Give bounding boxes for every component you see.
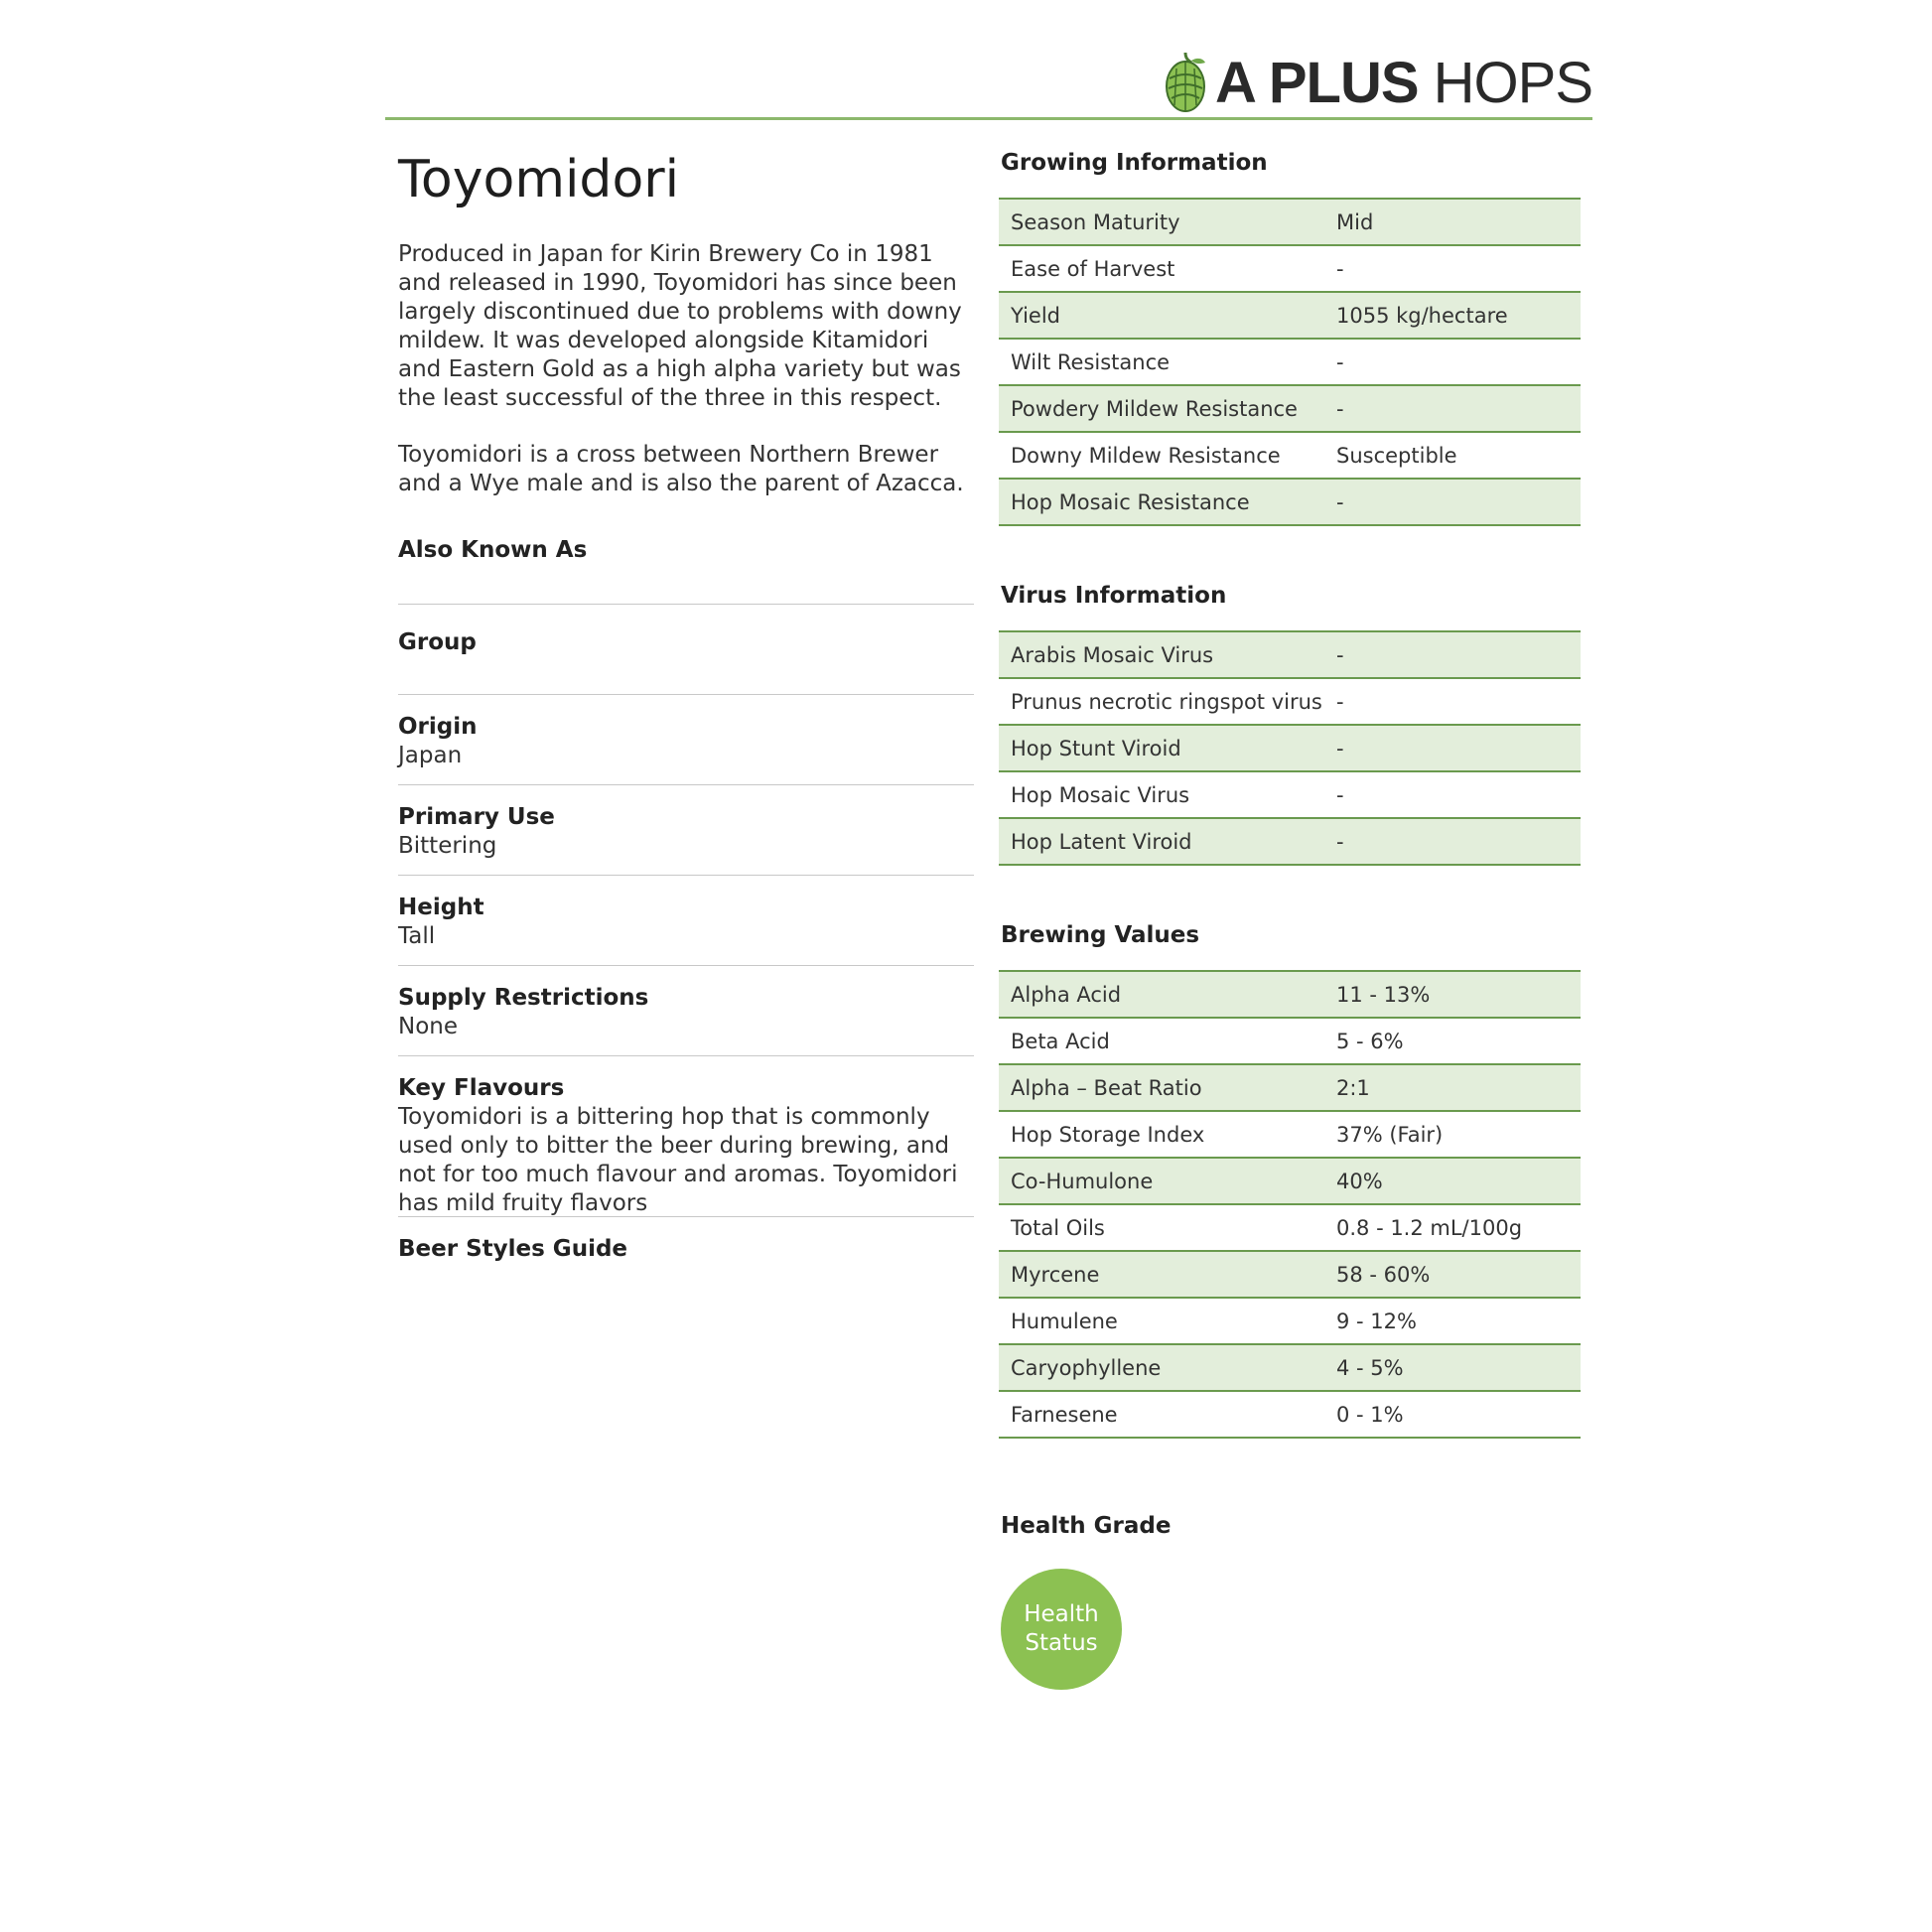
field-label: Group (398, 629, 477, 656)
row-value: 5 - 6% (1324, 1018, 1581, 1064)
field-label: Key Flavours (398, 1075, 565, 1102)
row-value: Mid (1324, 199, 1581, 245)
brand-name (1215, 50, 1592, 116)
row-label: Alpha – Beat Ratio (999, 1064, 1324, 1111)
description-paragraph: Toyomidori is a cross between Northern Brewer and a Wye male and is also the parent of Azacca. (398, 442, 964, 497)
field-height (398, 894, 974, 966)
row-value: - (1324, 479, 1581, 525)
table-row (999, 631, 1581, 678)
health-status-line: Health (1024, 1601, 1099, 1627)
field-label: Height (398, 895, 484, 921)
field-value: Japan (398, 743, 463, 769)
row-value: Susceptible (1324, 432, 1581, 479)
health-status-line: Status (1025, 1630, 1098, 1656)
table-row (999, 292, 1581, 339)
header-rule (385, 117, 1592, 120)
table-row (999, 1391, 1581, 1438)
row-label: Hop Mosaic Resistance (999, 479, 1324, 525)
row-value: - (1324, 725, 1581, 771)
row-value: 37% (Fair) (1324, 1111, 1581, 1158)
row-label: Prunus necrotic ringspot virus (999, 678, 1324, 725)
row-label: Caryophyllene (999, 1344, 1324, 1391)
row-value: 9 - 12% (1324, 1298, 1581, 1344)
page-title: Toyomidori (398, 150, 680, 209)
row-label: Alpha Acid (999, 971, 1324, 1018)
field-label: Beer Styles Guide (398, 1236, 628, 1263)
row-label: Total Oils (999, 1204, 1324, 1251)
row-label: Hop Latent Viroid (999, 818, 1324, 865)
virus-info-title: Virus Information (1001, 583, 1227, 609)
hop-description (398, 240, 974, 498)
row-value: - (1324, 631, 1581, 678)
row-label: Farnesene (999, 1391, 1324, 1438)
growing-info-title: Growing Information (1001, 150, 1268, 176)
field-label: Supply Restrictions (398, 985, 649, 1012)
table-row (999, 432, 1581, 479)
row-value: 0.8 - 1.2 mL/100g (1324, 1204, 1581, 1251)
field-label: Primary Use (398, 804, 555, 831)
health-grade-title: Health Grade (1001, 1513, 1172, 1539)
virus-info-table (999, 630, 1581, 866)
table-row (999, 725, 1581, 771)
growing-info-table (999, 198, 1581, 526)
row-label: Arabis Mosaic Virus (999, 631, 1324, 678)
table-row (999, 1298, 1581, 1344)
row-label: Co-Humulone (999, 1158, 1324, 1204)
row-value: 4 - 5% (1324, 1344, 1581, 1391)
brewing-values-table (999, 970, 1581, 1439)
table-row (999, 339, 1581, 385)
field-value: Tall (398, 923, 436, 950)
row-value: - (1324, 678, 1581, 725)
description-paragraph: Produced in Japan for Kirin Brewery Co in 1981 and released in 1990, Toyomidori has since been largely discontinued due to problems with downy mildew. It was developed alongside Kitamidori and Eastern Gold as a high alpha variety but was the least successful of the three in this respect. (398, 241, 962, 412)
table-row (999, 385, 1581, 432)
row-label: Hop Storage Index (999, 1111, 1324, 1158)
field-primary-use (398, 803, 974, 876)
table-row (999, 818, 1581, 865)
table-row (999, 678, 1581, 725)
row-value: 40% (1324, 1158, 1581, 1204)
row-value: 11 - 13% (1324, 971, 1581, 1018)
row-value: - (1324, 771, 1581, 818)
field-beer-styles-guide (398, 1235, 974, 1264)
table-row (999, 1204, 1581, 1251)
table-row (999, 479, 1581, 525)
brand-name-bold: A PLUS (1215, 50, 1419, 115)
brewing-values-title: Brewing Values (1001, 922, 1200, 948)
brand-name-regular: HOPS (1433, 50, 1593, 115)
row-label: Yield (999, 292, 1324, 339)
table-row (999, 1251, 1581, 1298)
row-value: - (1324, 339, 1581, 385)
row-label: Season Maturity (999, 199, 1324, 245)
table-row (999, 1111, 1581, 1158)
hop-data-panel (999, 149, 1581, 1690)
field-value: None (398, 1014, 459, 1040)
hop-cone-icon (1162, 51, 1209, 114)
field-supply-restrictions (398, 984, 974, 1056)
row-value: 1055 kg/hectare (1324, 292, 1581, 339)
row-label: Humulene (999, 1298, 1324, 1344)
table-row (999, 245, 1581, 292)
row-value: - (1324, 385, 1581, 432)
row-label: Myrcene (999, 1251, 1324, 1298)
row-value: - (1324, 245, 1581, 292)
row-label: Powdery Mildew Resistance (999, 385, 1324, 432)
table-row (999, 1064, 1581, 1111)
row-value: 2:1 (1324, 1064, 1581, 1111)
table-row (999, 1018, 1581, 1064)
field-origin (398, 713, 974, 785)
field-value: Bittering (398, 833, 497, 860)
table-row (999, 199, 1581, 245)
row-label: Beta Acid (999, 1018, 1324, 1064)
row-label: Wilt Resistance (999, 339, 1324, 385)
health-status-badge (1001, 1569, 1122, 1690)
table-row (999, 1344, 1581, 1391)
row-value: 0 - 1% (1324, 1391, 1581, 1438)
field-label: Origin (398, 714, 478, 741)
row-label: Hop Stunt Viroid (999, 725, 1324, 771)
table-row (999, 771, 1581, 818)
row-label: Ease of Harvest (999, 245, 1324, 292)
table-row (999, 971, 1581, 1018)
table-row (999, 1158, 1581, 1204)
hop-overview (398, 149, 974, 1264)
field-key-flavours (398, 1074, 974, 1217)
field-also-known-as (398, 536, 974, 605)
field-group (398, 628, 974, 695)
brand-logo (1162, 48, 1592, 117)
field-value: Toyomidori is a bittering hop that is commonly used only to bitter the beer during brewing, and not for too much flavour and aromas. Toyomidori has mild fruity flavors (398, 1104, 958, 1217)
field-label: Also Known As (398, 537, 588, 564)
row-label: Hop Mosaic Virus (999, 771, 1324, 818)
row-value: - (1324, 818, 1581, 865)
row-value: 58 - 60% (1324, 1251, 1581, 1298)
row-label: Downy Mildew Resistance (999, 432, 1324, 479)
